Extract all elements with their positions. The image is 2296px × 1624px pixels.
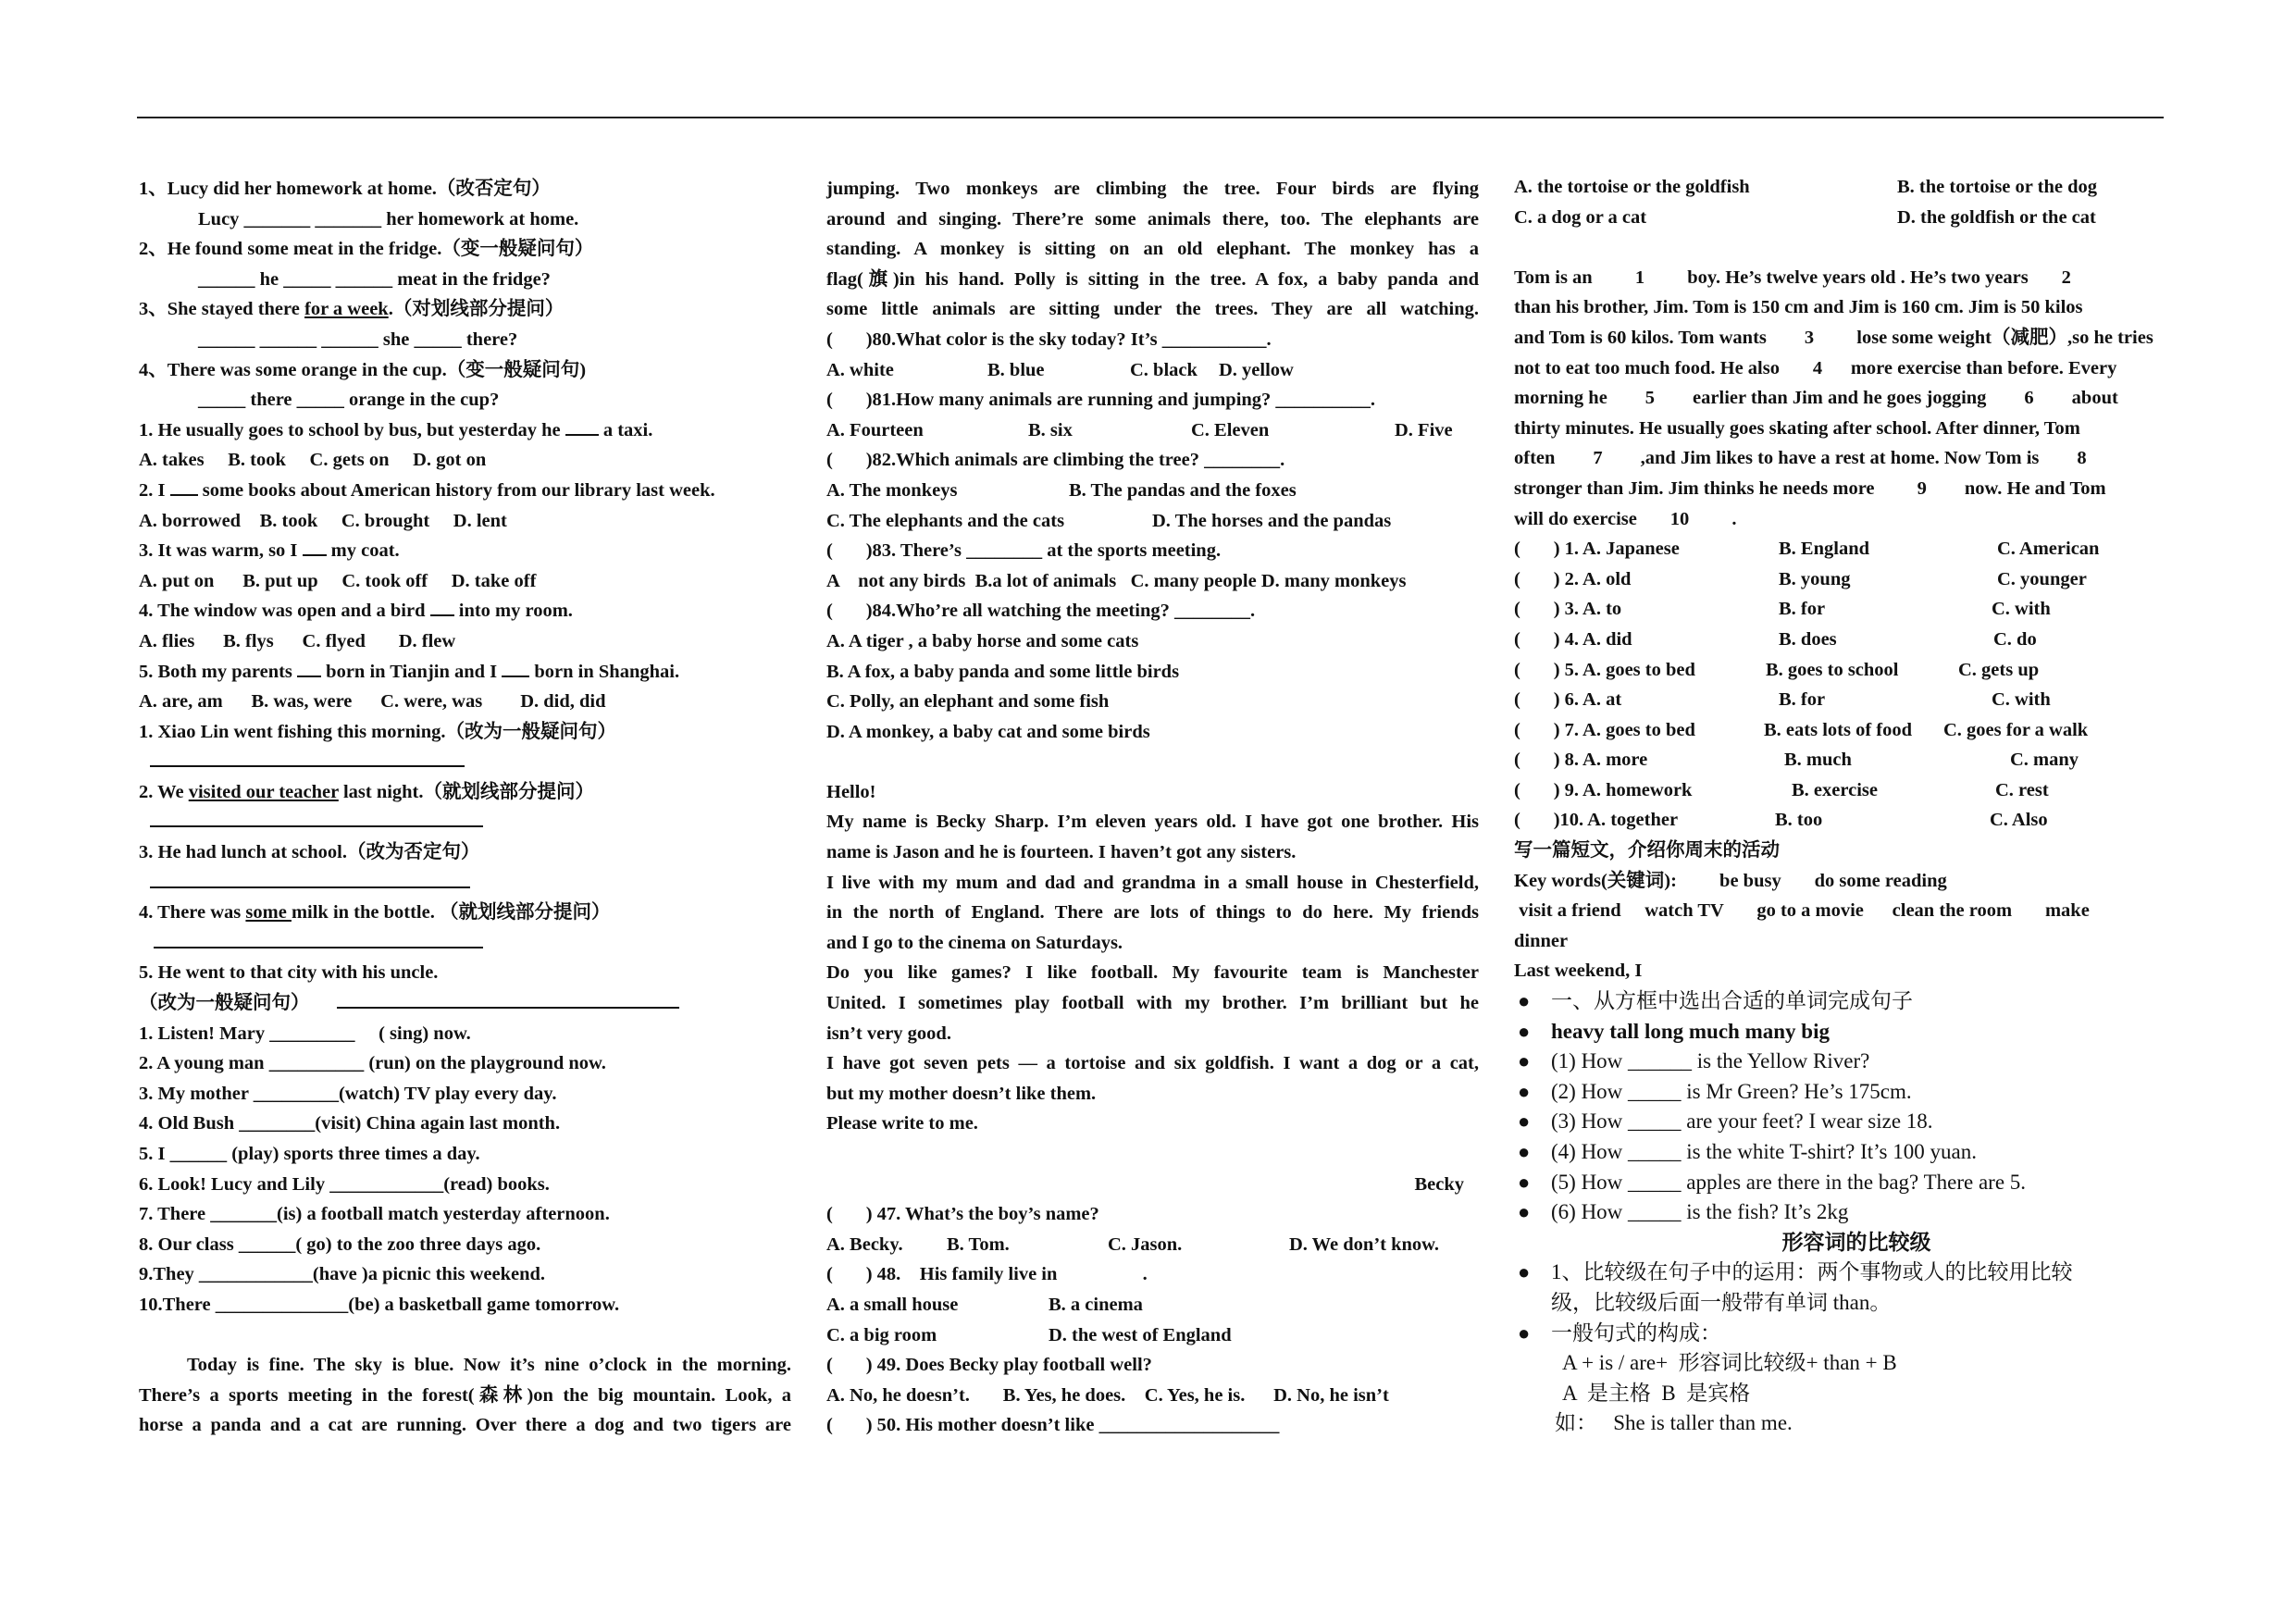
letter-line-9: I have got seven pets — a tortoise and six goldfish. I want a dog or a cat, bbox=[826, 1053, 1479, 1074]
cloze-option-9: ( ) 9. A. homework B. exercise C. rest bbox=[1514, 779, 2049, 800]
transform-q1-answer-line bbox=[139, 747, 791, 777]
rewrite-q1-blank: Lucy _______ _______ her homework at home. bbox=[198, 208, 579, 229]
rewrite-q3: 3、She stayed there for a week.（对划线部分提问） bbox=[139, 299, 565, 320]
verb-q4: 4. Old Bush ________(visit) China again last month. bbox=[139, 1113, 561, 1134]
cloze-option-4: ( ) 4. A. did B. does C. do bbox=[1514, 628, 2037, 650]
essay-keywords-2: visit a friend watch TV go to a movie clean the room make bbox=[1514, 900, 2090, 922]
verb-q3: 3. My mother _________(watch) TV play every day. bbox=[139, 1083, 557, 1104]
essay-keywords-1: Key words(关键词): be busy do some reading bbox=[1514, 870, 1947, 891]
bullet-word-box: ● heavy tall long much many big bbox=[1514, 1017, 2199, 1048]
verb-q1: 1. Listen! Mary _________ ( sing) now. bbox=[139, 1023, 471, 1044]
reading-q48-options-cd: C. a big room D. the west of England bbox=[826, 1324, 1232, 1345]
rewrite-q4-blank: _____ there _____ orange in the cup? bbox=[198, 390, 500, 411]
reading-q82-options-ab: A. The monkeys B. The pandas and the foxes bbox=[826, 479, 1297, 501]
bullet-q2: ● (2) How _____ is Mr Green? He’s 175cm. bbox=[1514, 1077, 2199, 1108]
reading-q83-options: A not any birds B.a lot of animals C. many people D. many monkeys bbox=[826, 570, 1407, 591]
passage-cont-1: jumping. Two monkeys are climbing the tree. Four birds are flying bbox=[826, 179, 1479, 199]
letter-line-6: Do you like games? I like football. My favourite team is Manchester bbox=[826, 962, 1479, 984]
verb-q6: 6. Look! Lucy and Lily ____________(read) books. bbox=[139, 1173, 550, 1195]
letter-greeting: Hello! bbox=[826, 781, 876, 802]
cloze-option-7: ( ) 7. A. goes to bed B. eats lots of food C. goes for a walk bbox=[1514, 719, 2089, 740]
rewrite-q2-blank: ______ he _____ ______ meat in the fridge? bbox=[198, 268, 551, 290]
letter-line-5: and I go to the cinema on Saturdays. bbox=[826, 932, 1123, 953]
essay-prompt: 写一篇短文，介绍你周末的活动 bbox=[1514, 840, 1780, 862]
mc-q5-options: A. are, am B. was, were C. were, was D. did, did bbox=[139, 691, 606, 713]
reading-q84: ( )84.Who’re all watching the meeting? ________. bbox=[826, 601, 1256, 622]
bullet-q3: ● (3) How _____ are your feet? I wear size 18. bbox=[1514, 1107, 2199, 1137]
rewrite-q4: 4、There was some orange in the cup.（变一般疑问句) bbox=[139, 359, 587, 380]
cloze-line-1: Tom is an 1 boy. He’s twelve years old . He’s two years 2 bbox=[1514, 267, 2071, 288]
reading-q81-options: A. Fourteen B. six C. Eleven D. Five bbox=[826, 419, 1453, 440]
reading-q84-option-b: B. A fox, a baby panda and some little birds bbox=[826, 661, 1180, 682]
reading-q47: ( ) 47. What’s the boy’s name? bbox=[826, 1204, 1099, 1225]
reading-q50-options-cd: C. a dog or a cat D. the goldfish or the cat bbox=[1514, 206, 2096, 228]
cloze-line-8: stronger than Jim. Jim thinks he needs more 9 now. He and Tom bbox=[1514, 477, 2106, 499]
bullet-q5: ● (5) How _____ apples are there in the bag? There are 5. bbox=[1514, 1168, 2199, 1198]
letter-line-10: but my mother doesn’t like them. bbox=[826, 1083, 1097, 1104]
bullet-dot-icon: ● bbox=[1518, 1019, 1531, 1043]
bullet-dot-icon: ● bbox=[1518, 989, 1531, 1013]
passage-line-3: horse a panda and a cat are running. Over there a dog and two tigers are bbox=[139, 1415, 791, 1436]
transform-q1: 1. Xiao Lin went fishing this morning.（改为一般疑问句） bbox=[139, 721, 616, 742]
bullet-comparative-2: ● 一般句式的构成： bbox=[1514, 1319, 2199, 1349]
letter-line-3: I live with my mum and dad and grandma in a small house in Chesterfield, bbox=[826, 872, 1479, 893]
cloze-line-5: morning he 5 earlier than Jim and he goes jogging 6 about bbox=[1514, 388, 2118, 409]
reading-q81: ( )81.How many animals are running and jumping? __________. bbox=[826, 390, 1376, 411]
rewrite-q2: 2、He found some meat in the fridge.（变一般疑问句） bbox=[139, 239, 594, 260]
letter-line-1: My name is Becky Sharp. I’m eleven years old. I have got one brother. His bbox=[826, 812, 1479, 833]
mc-q2: 2. I some books about American history from our library last week. bbox=[139, 476, 791, 506]
transform-q4: 4. There was some milk in the bottle. （就划线部分提问） bbox=[139, 902, 611, 924]
bullet-dot-icon: ● bbox=[1518, 1320, 1531, 1345]
bullet-dot-icon: ● bbox=[1518, 1260, 1531, 1284]
passage-cont-3: standing. A monkey is sitting on an old elephant. The monkey has a bbox=[826, 239, 1479, 260]
verb-q5: 5. I ______ (play) sports three times a day. bbox=[139, 1144, 480, 1164]
reading-q84-option-a: A. A tiger , a baby horse and some cats bbox=[826, 630, 1139, 651]
transform-q3: 3. He had lunch at school.（改为否定句） bbox=[139, 842, 480, 863]
column-right bbox=[1514, 172, 2199, 1439]
rewrite-q3-blank: ______ ______ ______ she _____ there? bbox=[198, 329, 518, 350]
bullet-dot-icon: ● bbox=[1518, 1110, 1531, 1134]
reading-q84-option-c: C. Polly, an elephant and some fish bbox=[826, 691, 1110, 713]
letter-line-11: Please write to me. bbox=[826, 1113, 978, 1134]
cloze-option-3: ( ) 3. A. to B. for C. with bbox=[1514, 599, 2051, 620]
reading-q47-options: A. Becky. B. Tom. C. Jason. D. We don’t know. bbox=[826, 1233, 1439, 1255]
bullet-q6: ● (6) How _____ is the fish? It’s 2kg bbox=[1514, 1197, 2199, 1228]
bullet-comparative-1-cont: 级，比较级后面一般带有单词 than。 bbox=[1551, 1290, 1892, 1314]
passage-line-1: Today is fine. The sky is blue. Now it’s nine o’clock in the morning. bbox=[187, 1355, 791, 1376]
cloze-line-4: not to eat too much food. He also 4 more exercise than before. Every bbox=[1514, 357, 2117, 378]
cloze-option-5: ( ) 5. A. goes to bed B. goes to school C. gets up bbox=[1514, 659, 2040, 680]
transform-q2: 2. We visited our teacher last night.（就划线部分提问） bbox=[139, 781, 595, 802]
essay-keywords-3: dinner bbox=[1514, 930, 1569, 951]
cloze-line-3: and Tom is 60 kilos. Tom wants 3 lose some weight（减肥）,so he tries bbox=[1514, 327, 2153, 348]
letter-signature: Becky bbox=[1414, 1173, 1464, 1195]
reading-q49-options: A. No, he doesn’t. B. Yes, he does. C. Yes, he is. D. No, he isn’t bbox=[826, 1384, 1389, 1406]
cloze-option-2: ( ) 2. A. old B. young C. younger bbox=[1514, 568, 2087, 589]
passage-cont-2: around and singing. There’re some animals there, too. The elephants are bbox=[826, 208, 1479, 229]
example: 如： She is taller than me. bbox=[1555, 1411, 1793, 1435]
reading-q50: ( ) 50. His mother doesn’t like ___________________ bbox=[826, 1415, 1280, 1436]
letter-line-2: name is Jason and he is fourteen. I haven’t got any sisters. bbox=[826, 842, 1297, 863]
bullet-dot-icon: ● bbox=[1518, 1170, 1531, 1194]
bullet-dot-icon: ● bbox=[1518, 1140, 1531, 1163]
reading-q80-options: A. white B. blue C. black D. yellow bbox=[826, 359, 1294, 380]
formula: A + is / are+ 形容词比较级+ than + B bbox=[1562, 1351, 1897, 1375]
cloze-option-6: ( ) 6. A. at B. for C. with bbox=[1514, 689, 2051, 711]
reading-q82-options-cd: C. The elephants and the cats D. The horses and the pandas bbox=[826, 510, 1392, 531]
reading-q84-option-d: D. A monkey, a baby cat and some birds bbox=[826, 721, 1150, 742]
reading-q48-options-ab: A. a small house B. a cinema bbox=[826, 1294, 1143, 1315]
cloze-option-8: ( ) 8. A. more B. much C. many bbox=[1514, 750, 2079, 771]
verb-q7: 7. There _______(is) a football match yesterday afternoon. bbox=[139, 1204, 610, 1225]
reading-q49: ( ) 49. Does Becky play football well? bbox=[826, 1355, 1152, 1376]
transform-q5-instruction: （改为一般疑问句） bbox=[139, 988, 791, 1019]
reading-q82: ( )82.Which animals are climbing the tree? ________. bbox=[826, 450, 1285, 471]
reading-q83: ( )83. There’s ________ at the sports meeting. bbox=[826, 540, 1222, 562]
cloze-line-7: often 7 ,and Jim likes to have a rest at home. Now Tom is 8 bbox=[1514, 448, 2087, 469]
verb-q10: 10.There ______________(be) a basketball game tomorrow. bbox=[139, 1294, 620, 1315]
reading-q50-options-ab: A. the tortoise or the goldfish B. the tortoise or the dog bbox=[1514, 177, 2097, 197]
transform-q3-answer-line bbox=[139, 868, 791, 899]
mc-q3-options: A. put on B. put up C. took off D. take off bbox=[139, 570, 537, 591]
bullet-dot-icon: ● bbox=[1518, 1200, 1531, 1224]
transform-q4-answer-line bbox=[139, 928, 791, 959]
column-middle bbox=[826, 174, 1479, 1441]
passage-cont-5: some little animals are sitting under the trees. They are all watching. bbox=[826, 299, 1479, 320]
cloze-line-9: will do exercise 10 . bbox=[1514, 508, 1737, 529]
column-left bbox=[139, 174, 791, 1441]
cloze-line-6: thirty minutes. He usually goes skating after school. After dinner, Tom bbox=[1514, 417, 2080, 439]
cloze-option-1: ( ) 1. A. Japanese B. England C. American bbox=[1514, 539, 2100, 560]
section-heading: 形容词的比较级 bbox=[1781, 1230, 1931, 1254]
transform-q2-answer-line bbox=[139, 807, 791, 837]
mc-q1: 1. He usually goes to school by bus, but yesterday he a taxi. bbox=[139, 415, 791, 446]
verb-q8: 8. Our class ______( go) to the zoo three days ago. bbox=[139, 1233, 541, 1255]
transform-q5: 5. He went to that city with his uncle. bbox=[139, 962, 439, 984]
header-rule bbox=[137, 117, 2164, 118]
passage-line-2: There’s a sports meeting in the forest(森林)on the big mountain. Look, a bbox=[139, 1384, 791, 1406]
mc-q3: 3. It was warm, so I my coat. bbox=[139, 536, 791, 566]
cloze-line-2: than his brother, Jim. Tom is 150 cm and Jim is 160 cm. Jim is 50 kilos bbox=[1514, 297, 2083, 318]
bullet-q1: ● (1) How ______ is the Yellow River? bbox=[1514, 1047, 2199, 1077]
letter-line-8: isn’t very good. bbox=[826, 1023, 951, 1044]
bullet-instruction: ● 一、从方框中选出合适的单词完成句子 bbox=[1514, 986, 2199, 1017]
mc-q4: 4. The window was open and a bird into my room. bbox=[139, 596, 791, 626]
mc-q4-options: A. flies B. flys C. flyed D. flew bbox=[139, 630, 456, 651]
verb-q2: 2. A young man __________ (run) on the playground now. bbox=[139, 1053, 606, 1074]
mc-q5: 5. Both my parents born in Tianjin and I born in Shanghai. bbox=[139, 657, 791, 688]
bullet-q4: ● (4) How _____ is the white T-shirt? It’s 100 yuan. bbox=[1514, 1137, 2199, 1168]
letter-line-4: in the north of England. There are lots of things to do here. My friends bbox=[826, 902, 1479, 924]
mc-q1-options: A. takes B. took C. gets on D. got on bbox=[139, 450, 487, 471]
bullet-dot-icon: ● bbox=[1518, 1079, 1531, 1103]
cloze-option-10: ( )10. A. together B. too C. Also bbox=[1514, 810, 2048, 831]
reading-q48: ( ) 48. His family live in . bbox=[826, 1264, 1148, 1285]
rewrite-q1: 1、Lucy did her homework at home.（改否定句） bbox=[139, 179, 551, 199]
passage-cont-4: flag(旗)in his hand. Polly is sitting in the tree. A fox, a baby panda and bbox=[826, 268, 1479, 290]
essay-start: Last weekend, I bbox=[1514, 961, 1643, 982]
formula-note: A 是主格 B 是宾格 bbox=[1562, 1381, 1751, 1405]
letter-line-7: United. I sometimes play football with my brother. I’m brilliant but he bbox=[826, 993, 1479, 1014]
reading-q80: ( )80.What color is the sky today? It’s ___________. bbox=[826, 329, 1272, 350]
bullet-comparative-1: ● 1、比较级在句子中的运用：两个事物或人的比较用比较 bbox=[1514, 1258, 2199, 1288]
verb-q9: 9.They ____________(have )a picnic this weekend. bbox=[139, 1264, 546, 1285]
mc-q2-options: A. borrowed B. took C. brought D. lent bbox=[139, 510, 507, 531]
bullet-dot-icon: ● bbox=[1518, 1049, 1531, 1073]
